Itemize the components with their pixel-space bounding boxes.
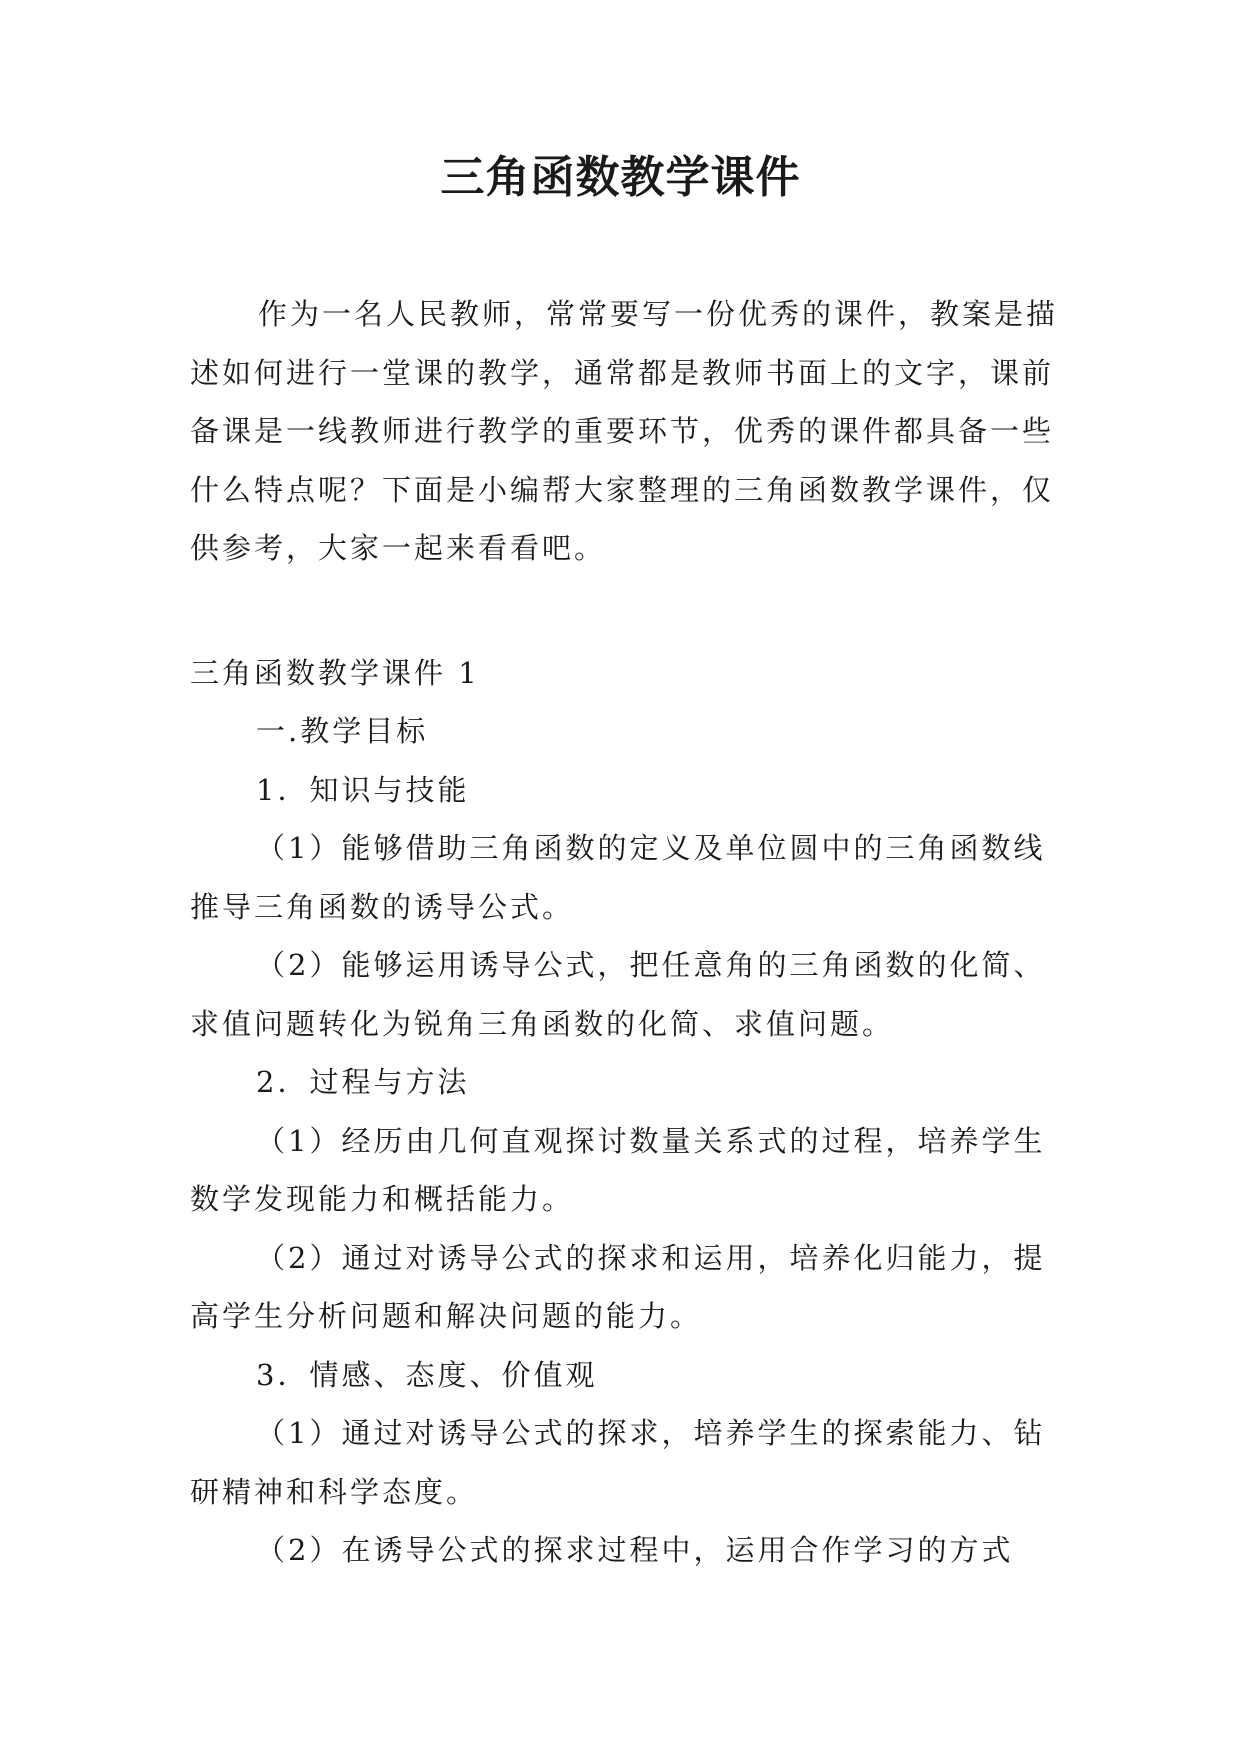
document-title: 三角函数教学课件 [440, 152, 801, 203]
list-item: （1）经历由几何直观探讨数量关系式的过程，培养学生数学发现能力和概括能力。 [190, 1123, 1046, 1216]
document-body [190, 285, 1070, 1580]
list-item: （2）通过对诱导公式的探求和运用，培养化归能力，提高学生分析问题和解决问题的能力。 [190, 1240, 1046, 1333]
objective-list [190, 702, 1070, 1580]
subheading-knowledge-skills: 1．知识与技能 [256, 772, 470, 807]
objective-heading: 一.教学目标 [256, 714, 429, 748]
list-item: （2）能够运用诱导公式，把任意角的三角函数的化简、求值问题转化为锐角三角函数的化简、求值问题。 [190, 948, 1046, 1041]
subheading-process-methods: 2．过程与方法 [256, 1065, 470, 1099]
list-item: （1）能够借助三角函数的定义及单位圆中的三角函数线推导三角函数的诱导公式。 [190, 831, 1046, 924]
list-item: （1）通过对诱导公式的探求，培养学生的探索能力、钻研精神和科学态度。 [190, 1416, 1046, 1509]
subheading-attitude-values: 3．情感、态度、价值观 [256, 1357, 598, 1392]
section-heading: 三角函数教学课件 1 [190, 655, 480, 690]
list-item: （2）在诱导公式的探求过程中，运用合作学习的方式 [256, 1533, 1014, 1567]
intro-paragraph: 作为一名人民教师，常常要写一份优秀的课件，教案是描述如何进行一堂课的教学，通常都是教师书面上的文字，课前备课是一线教师进行教学的重要环节，优秀的课件都具备一些什么特点呢？下面是小编帮大家整理的三角函数教学课件，仅供参考，大家一起来看看吧。 [190, 297, 1059, 565]
